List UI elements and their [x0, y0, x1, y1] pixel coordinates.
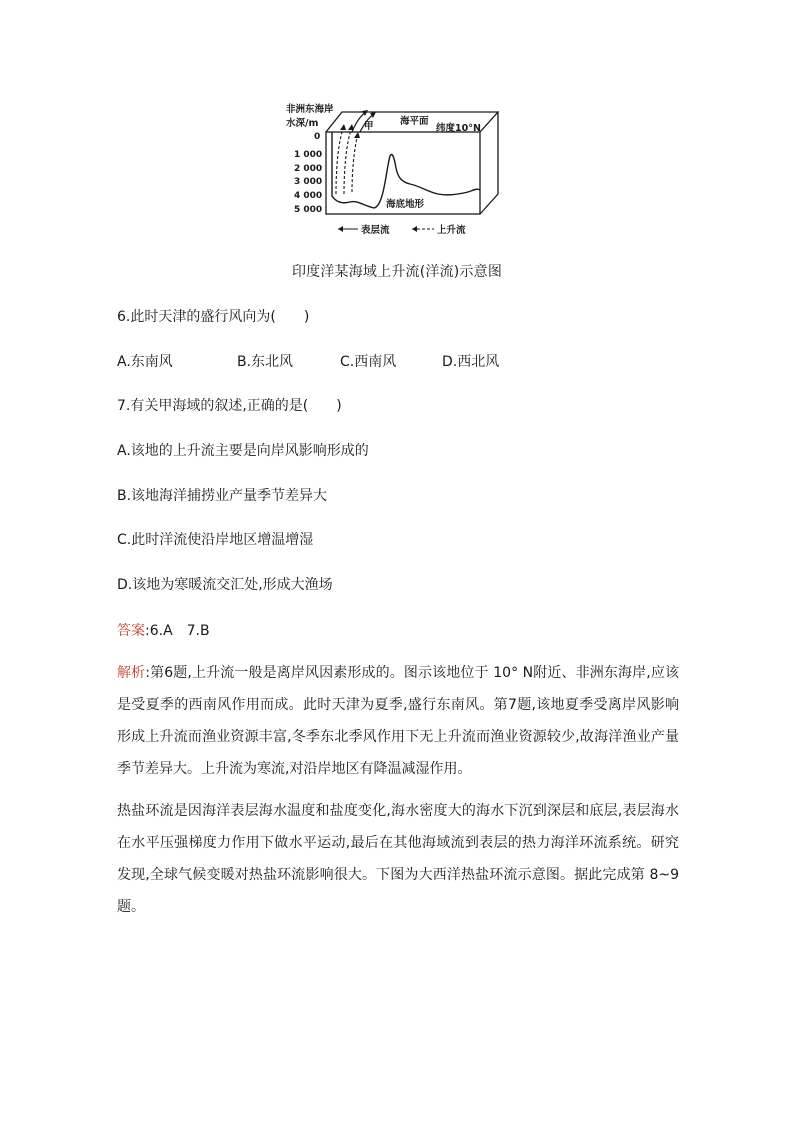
surface-arrowheads	[362, 110, 376, 118]
intro-paragraph: 热盐环流是因海洋表层海水温度和盐度变化,海水密度大的海水下沉到深层和底层,表层海水在水平压强梯度力作用下做水平运动,最后在其他海域流到表层的热力海洋环流系统。研究发现,全球气候变暖对热盐环流影响很大。下图为大西洋热盐环流示意图。据此完成第 8~9 题。	[117, 803, 679, 915]
analysis-text: :第6题,上升流一般是离岸风因素形成的。图示该地位于 10° N附近、非洲东海岸,应该是受夏季的西南风作用而成。此时天津为夏季,盛行东南风。第7题,该地夏季受离岸风影响形成上升流而渔业资源丰富,冬季东北季风作用下无上升流而渔业资源较少,故海洋渔业产量季节差异大。上升流为寒流,对沿岸地区有降温减湿作用。	[117, 665, 679, 777]
question-6-option-a: A.东南风	[117, 354, 173, 370]
region-label-jia: 甲	[364, 121, 374, 132]
coast-label: 非洲东海岸	[286, 104, 334, 115]
depth-tick-1000: 1 000	[294, 150, 323, 160]
answer-line	[117, 620, 210, 640]
upwelling-arrows	[336, 126, 358, 194]
question-6-option-b: B.东北风	[237, 354, 294, 370]
question-7-option-b: B.该地海洋捕捞业产量季节差异大	[117, 488, 328, 504]
depth-tick-2000: 2 000	[294, 164, 323, 174]
question-6-option-d: D.西北风	[442, 354, 500, 370]
depth-tick-5000: 5 000	[294, 205, 323, 215]
figure-caption: 印度洋某海域上升流(洋流)示意图	[291, 264, 503, 280]
seabed-profile	[332, 132, 480, 208]
legend	[338, 224, 466, 236]
question-7-option-d: D.该地为寒暖流交汇处,形成大渔场	[117, 577, 333, 593]
question-6-stem: 6.此时天津的盛行风向为( )	[117, 309, 310, 325]
depth-unit-label: 水深/m	[286, 118, 319, 129]
latitude-label: 纬度10°N	[436, 123, 481, 134]
answer-label: 答案	[117, 623, 145, 639]
legend-surface-label: 表层流	[361, 225, 390, 236]
question-7-option-c: C.此时洋流使沿岸地区增温增湿	[117, 532, 314, 548]
depth-tick-3000: 3 000	[294, 177, 323, 187]
question-7-option-a: A.该地的上升流主要是向岸风影响形成的	[117, 443, 369, 459]
upwelling-diagram-svg	[282, 98, 504, 238]
question-7-stem: 7.有关甲海域的叙述,正确的是( )	[117, 398, 342, 414]
sea-level-label: 海平面	[400, 116, 429, 127]
analysis-paragraph	[117, 657, 679, 785]
seabed-label: 海底地形	[386, 199, 425, 210]
answer-text: :6.A 7.B	[145, 623, 210, 639]
upwelling-arrowheads	[340, 124, 360, 138]
depth-tick-0: 0	[314, 132, 321, 142]
upwelling-diagram	[282, 98, 504, 238]
analysis-label: 解析	[117, 665, 146, 681]
depth-tick-4000: 4 000	[294, 191, 323, 201]
legend-upwelling-label: 上升流	[437, 225, 466, 236]
question-6-option-c: C.西南风	[340, 354, 397, 370]
